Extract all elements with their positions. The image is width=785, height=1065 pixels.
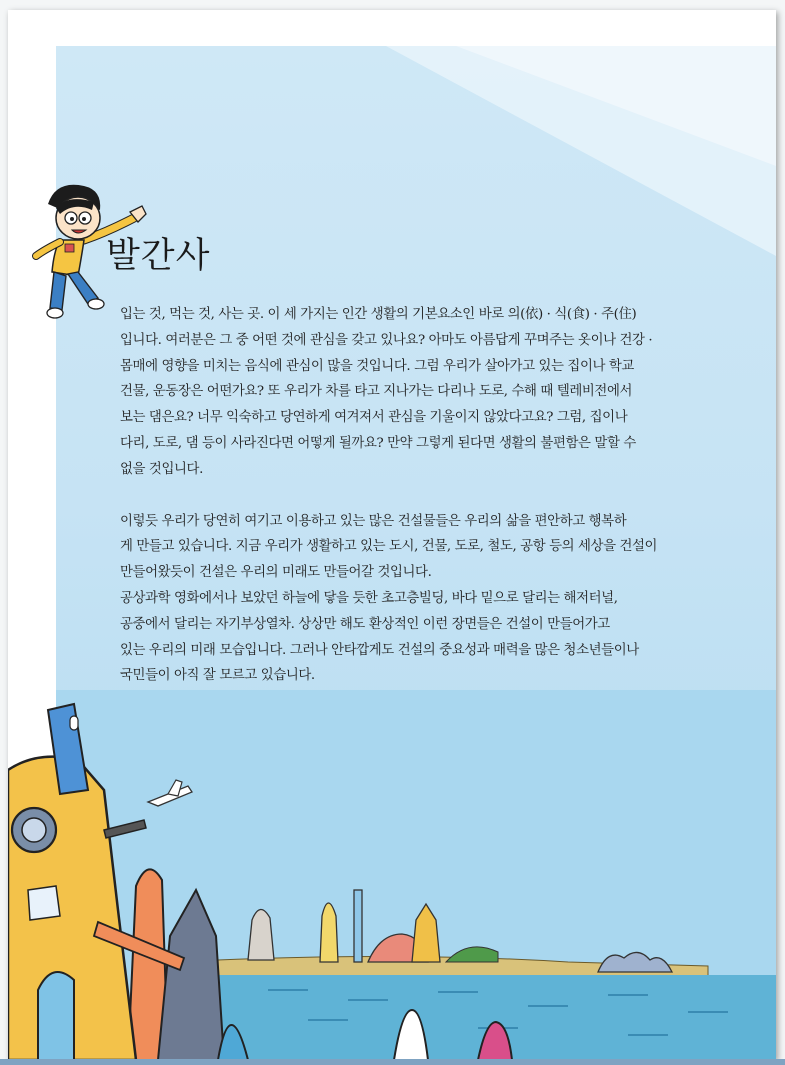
light-rays [56,46,776,346]
paragraph-line: 입는 것, 먹는 것, 사는 곳. 이 세 가지는 인간 생활의 기본요소인 바로 의(依) · 식(食) · 주(住) [120,307,637,322]
paragraph-line: 이렇듯 우리가 당연히 여기고 이용하고 있는 많은 건설물들은 우리의 삶을 편안하고 행복하 [120,513,627,529]
page-bottom-edge [0,1059,785,1065]
paragraph-line: 몸매에 영향을 미치는 음식에 관심이 많을 것입니다. 그럼 우리가 살아가고 있는 집이나 학교 [120,358,634,374]
document-page [8,10,776,1060]
page-title: 발간사 [106,236,211,276]
paragraph-line: 국민들이 아직 잘 모르고 있습니다. [120,668,315,684]
paragraph-line: 있는 우리의 미래 모습입니다. 그러나 안타깝게도 건설의 중요성과 매력을 많은 청소년들이나 [120,642,639,658]
paragraph-line: 입니다. 여러분은 그 중 어떤 것에 관심을 갖고 있나요? 아마도 아름답게 꾸며주는 옷이나 건강 · [120,332,653,348]
futuristic-city-skyline [8,690,776,1060]
paragraph-line: 건물, 운동장은 어떤가요? 또 우리가 차를 타고 지나가는 다리나 도로, 수해 때 텔레비전에서 [120,384,633,400]
paragraph-line: 공상과학 영화에서나 보았던 하늘에 닿을 듯한 초고층빌딩, 바다 밑으로 달리는 해저터널, [120,590,618,606]
paragraph-line: 게 만들고 있습니다. 지금 우리가 생활하고 있는 도시, 건물, 도로, 철도, 공항 등의 세상을 건설이 [120,539,658,555]
paragraph-line: 만들어왔듯이 건설은 우리의 미래도 만들어갈 것입니다. [120,565,432,581]
paragraph-line: 없을 것입니다. [120,461,203,477]
paragraph-gap [120,483,680,509]
paragraph-line: 다리, 도로, 댐 등이 사라진다면 어떻게 될까요? 만약 그렇게 된다면 생활의 불편함은 말할 수 [120,435,636,451]
preface-body [120,302,680,689]
paragraph-line: 공중에서 달리는 자기부상열차. 상상만 해도 환상적인 이런 장면들은 건설이 만들어가고 [120,616,610,632]
paragraph-line: 보는 댐은요? 너무 익숙하고 당연하게 여겨져서 관심을 기울이지 않았다고요? 그럼, 집이나 [120,410,628,426]
